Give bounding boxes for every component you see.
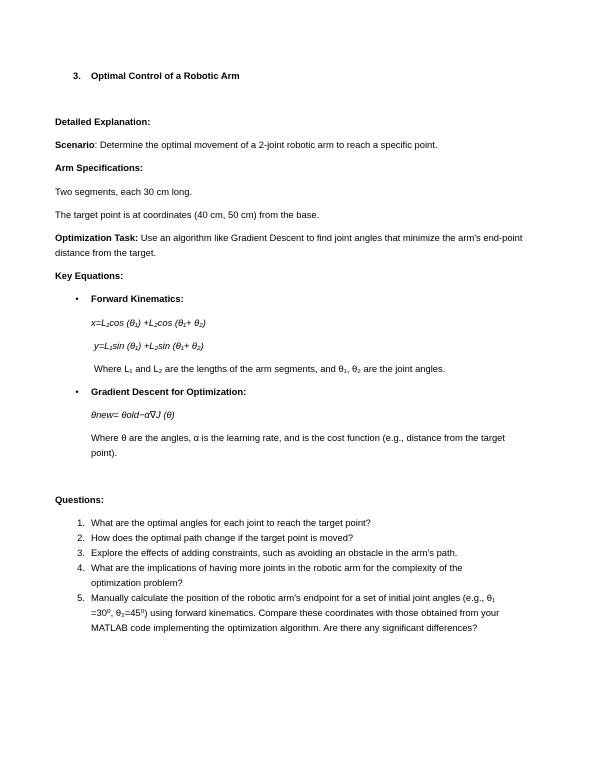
section-number: 3. <box>73 70 81 81</box>
question-text-line-2: optimization problem? <box>91 577 183 588</box>
gradient-descent-where-line-2: point). <box>91 447 118 458</box>
bullet-forward-kinematics: • <box>75 293 79 304</box>
optimization-task-text: Use an algorithm like Gradient Descent to find joint angles that minimize the arm's end-point <box>138 232 523 243</box>
scenario-text: : Determine the optimal movement of a 2-joint robotic arm to reach a specific point. <box>94 139 438 150</box>
optimization-task-label: Optimization Task: <box>55 232 139 243</box>
arm-specs-line-2: The target point is at coordinates (40 cm, 50 cm) from the base. <box>55 209 320 220</box>
section-title: Optimal Control of a Robotic Arm <box>91 70 240 81</box>
gradient-descent-title: Gradient Descent for Optimization: <box>91 386 247 397</box>
equation-y: y=L₁sin (θ₁) +L₂sin (θ₁+ θ₂) <box>94 340 204 351</box>
question-text-line-1: What are the implications of having more joints in the robotic arm for the complexity of the <box>91 562 463 573</box>
question-text-line-2: =30⁰, θ₂=45⁰) using forward kinematics. Compare these coordinates with those obtained from your <box>91 607 500 618</box>
gradient-descent-equation: θnew= θold−α∇J (θ) <box>91 409 175 420</box>
arm-specs-heading: Arm Specifications: <box>55 162 144 173</box>
optimization-task-line-2: distance from the target. <box>55 247 157 258</box>
scenario-label: Scenario <box>55 139 95 150</box>
section-heading <box>73 68 240 83</box>
question-number: 3. <box>77 547 85 558</box>
questions-heading: Questions: <box>55 494 104 505</box>
question-text: How does the optimal path change if the target point is moved? <box>91 532 354 543</box>
scenario-line <box>55 137 437 152</box>
question-text-line-3: MATLAB code implementing the optimization algorithm. Are there any significant differences? <box>91 622 478 633</box>
question-text: Explore the effects of adding constraints, such as avoiding an obstacle in the arm's path. <box>91 547 458 558</box>
gradient-descent-where-line-1: Where θ are the angles, α is the learning rate, and is the cost function (e.g., distance from the target <box>91 432 505 443</box>
key-equations-heading: Key Equations: <box>55 270 124 281</box>
question-number: 2. <box>77 532 85 543</box>
question-number: 5. <box>77 592 85 603</box>
question-text-line-1: Manually calculate the position of the robotic arm's endpoint for a set of initial joint angles (e.g., θ₁ <box>91 592 496 603</box>
question-text: What are the optimal angles for each joint to reach the target point? <box>91 517 371 528</box>
optimization-task-line-1 <box>55 230 522 245</box>
forward-kinematics-where: Where L₁ and L₂ are the lengths of the arm segments, and θ₁, θ₂ are the joint angles. <box>94 363 446 374</box>
forward-kinematics-title: Forward Kinematics: <box>91 293 184 304</box>
question-number: 4. <box>77 562 85 573</box>
detailed-explanation-heading: Detailed Explanation: <box>55 116 151 127</box>
arm-specs-line-1: Two segments, each 30 cm long. <box>55 186 193 197</box>
equation-x: x=L₁cos (θ₁) +L₂cos (θ₁+ θ₂) <box>91 317 206 328</box>
bullet-gradient-descent: • <box>75 386 79 397</box>
question-number: 1. <box>77 517 85 528</box>
